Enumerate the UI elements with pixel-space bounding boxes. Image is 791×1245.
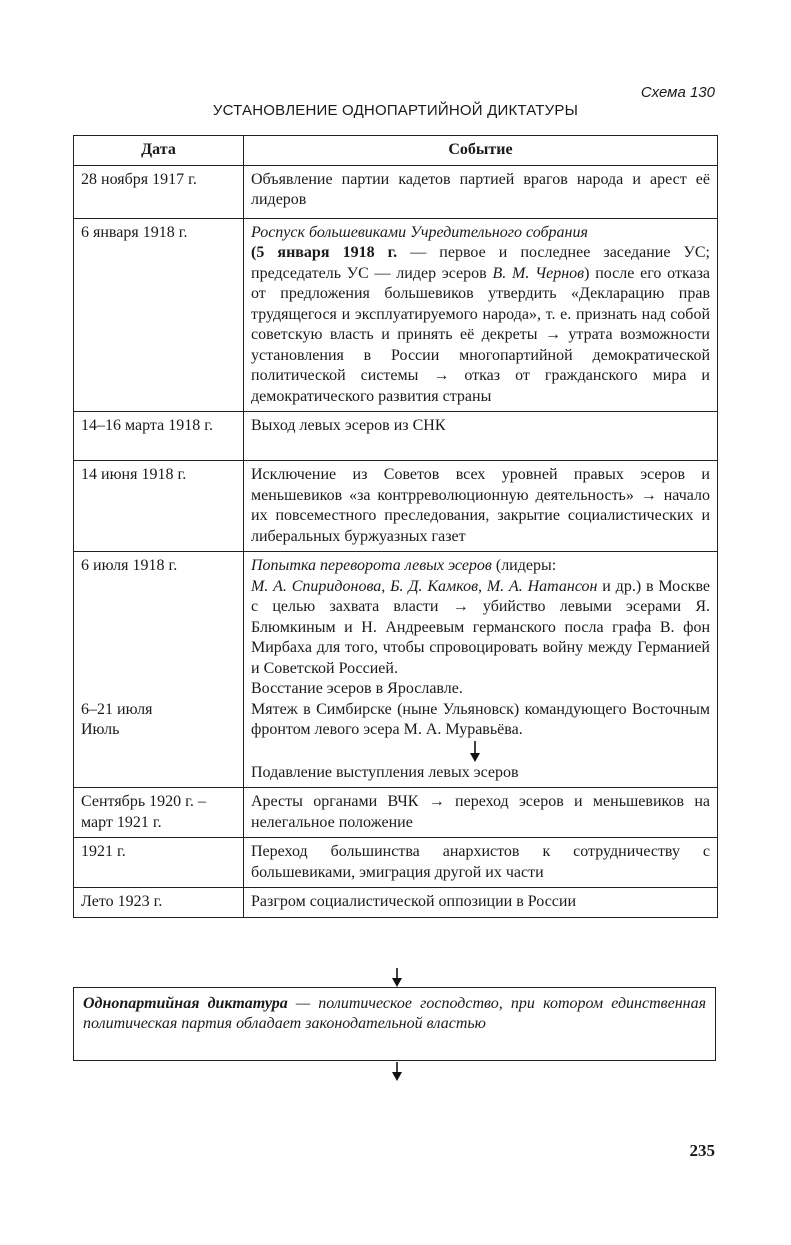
table-row: [74, 552, 718, 788]
event-block: [251, 556, 710, 679]
event-third: Мятеж в Симбирске (ныне Ульяновск) командующего Восточным фронтом левого эсера М. А. Муравьёва.: [251, 700, 710, 738]
row-event: Выход левых эсеров из СНК: [244, 412, 718, 461]
down-arrow-icon: [391, 968, 403, 988]
table-header-row: [74, 136, 718, 166]
date-main: 6 июля 1918 г.: [81, 557, 178, 574]
row-event: Разгром социалистической оппозиции в России: [244, 888, 718, 918]
table-row: [74, 412, 718, 461]
event-fourth: Подавление выступления левых эсеров: [251, 763, 519, 781]
row-date: 1921 г.: [74, 838, 244, 888]
schema-label: Схема 130: [640, 84, 715, 101]
event-second: Восстание эсеров в Ярославле.: [251, 680, 463, 697]
definition-text: — политическое господство, при котором единственная политическая партия обладает законодательной властью: [83, 995, 706, 1032]
row-date: 6 января 1918 г.: [74, 218, 244, 412]
down-arrow-icon: [251, 741, 710, 763]
date-second: 6–21 июля: [81, 700, 153, 718]
event-date-bold: (5 января 1918 г.: [251, 244, 398, 261]
row-event: Аресты органами ВЧК → переход эсеров и меньшевиков на нелегальное положение: [244, 788, 718, 838]
row-date: Сентябрь 1920 г. – март 1921 г.: [74, 788, 244, 838]
row-date: 28 ноября 1917 г.: [74, 165, 244, 218]
event-person: В. М. Чернов: [492, 264, 585, 282]
event-text-rest: ) после его отказа от предложения большевиков утвердить «Декларацию прав трудящегося и эксплуатируемого народа», т. е. признать над собой советскую власть и принять её декреты → утрата возможности установления в России многопартийной демократической политической системы → отказ от гражданского мира и демократического развития страны: [251, 264, 711, 405]
page-title: УСТАНОВЛЕНИЕ ОДНОПАРТИЙНОЙ ДИКТАТУРЫ: [212, 102, 579, 119]
event-title: Роспуск большевиками Учредительного собрания: [251, 223, 588, 241]
event-leaders: (лидеры:: [491, 557, 557, 574]
row-event: [244, 552, 718, 788]
event-title: Попытка переворота левых эсеров: [251, 557, 492, 574]
event-text: — первое и последнее заседание УС; председатель УС — лидер эсеров: [251, 244, 710, 282]
event-names: М. А. Спиридонова, Б. Д. Камков, М. А. Натансон: [251, 577, 598, 595]
row-event: Переход большинства анархистов к сотрудничеству с большевиками, эмиграция другой их части: [244, 838, 718, 888]
row-event: Исключение из Советов всех уровней правых эсеров и меньшевиков «за контрреволюционную деятельность» → начало их повсеместного преследования, закрытие социалистических и либеральных буржуазных газет: [244, 461, 718, 552]
header-date: Дата: [74, 136, 244, 166]
row-date: 14 июня 1918 г.: [74, 461, 244, 552]
event-text-rest: и др.) в Москве с целью захвата власти → убийство левыми эсерами Я. Блюмкиным и Н. Андреевым германского посла графа В. фон Мирбаха для того, чтобы спровоцировать войну между Германией и Советской Россией.: [251, 577, 710, 677]
table-row: [74, 218, 718, 412]
row-date: [74, 552, 244, 788]
events-table: [73, 135, 718, 918]
page-number: 235: [689, 1141, 715, 1160]
date-third: Июль: [81, 721, 120, 738]
row-date: Лето 1923 г.: [74, 888, 244, 918]
definition-box: [73, 987, 716, 1061]
table-row: [74, 788, 718, 838]
definition-term: Однопартийная диктатура: [83, 995, 288, 1012]
table-row: [74, 838, 718, 888]
header-event: Событие: [244, 136, 718, 166]
table-row: [74, 165, 718, 218]
row-event: Объявление партии кадетов партией врагов народа и арест её лидеров: [244, 165, 718, 218]
table-row: [74, 888, 718, 918]
row-event: [244, 218, 718, 412]
table-row: [74, 461, 718, 552]
down-arrow-icon: [391, 1062, 403, 1082]
row-date: 14–16 марта 1918 г.: [74, 412, 244, 461]
